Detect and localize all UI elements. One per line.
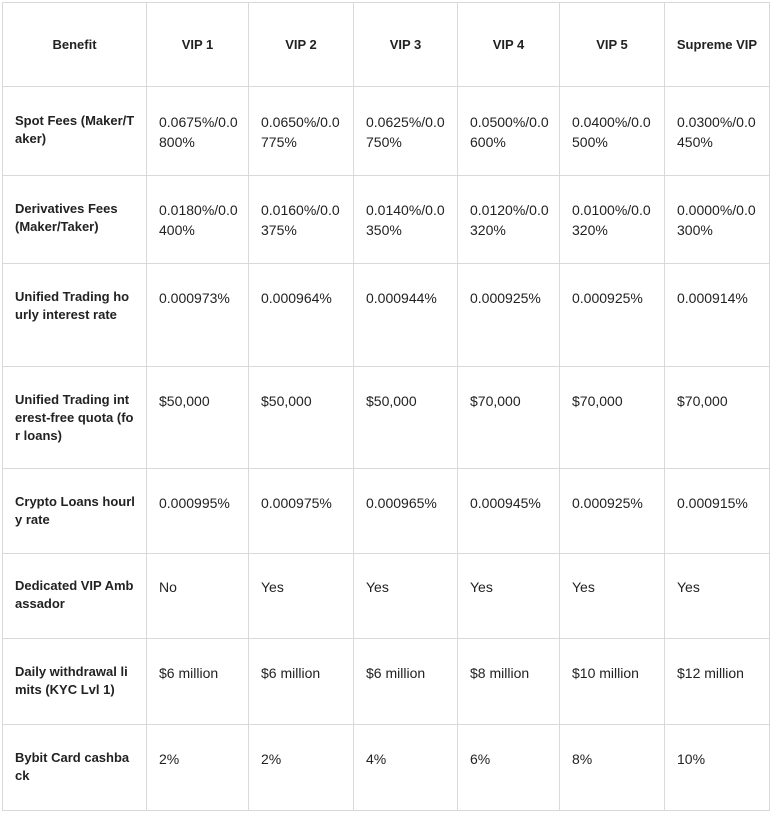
table-cell: $50,000 — [147, 367, 249, 469]
table-cell: $50,000 — [354, 367, 458, 469]
table-cell: 0.000915% — [665, 469, 770, 554]
table-cell: 0.000975% — [249, 469, 354, 554]
table-cell: 8% — [560, 725, 665, 811]
table-cell: 6% — [458, 725, 560, 811]
table-cell: $70,000 — [560, 367, 665, 469]
table-cell: 0.0120%/0.0320% — [458, 176, 560, 264]
table-cell: No — [147, 554, 249, 639]
table-cell: 0.000965% — [354, 469, 458, 554]
table-header-row — [3, 3, 770, 87]
row-label: Derivatives Fees (Maker/Taker) — [3, 176, 147, 264]
table-cell: $6 million — [354, 639, 458, 725]
table-row-unified-trading-interest — [3, 264, 770, 367]
table-cell: 0.0650%/0.0775% — [249, 87, 354, 176]
table-cell: 0.0100%/0.0320% — [560, 176, 665, 264]
table-cell: 0.0400%/0.0500% — [560, 87, 665, 176]
table-row-card-cashback — [3, 725, 770, 811]
table-row-vip-ambassador — [3, 554, 770, 639]
table-cell: Yes — [458, 554, 560, 639]
table-cell: 0.000995% — [147, 469, 249, 554]
table-cell: 0.0300%/0.0450% — [665, 87, 770, 176]
table-cell: 0.0000%/0.0300% — [665, 176, 770, 264]
table-cell: 0.000964% — [249, 264, 354, 367]
table-cell: $10 million — [560, 639, 665, 725]
table-cell: 0.0140%/0.0350% — [354, 176, 458, 264]
table-cell: 2% — [147, 725, 249, 811]
header-vip-3: VIP 3 — [354, 3, 458, 87]
table-row-interest-free-quota — [3, 367, 770, 469]
table-cell: Yes — [354, 554, 458, 639]
header-vip-4: VIP 4 — [458, 3, 560, 87]
table-cell: $8 million — [458, 639, 560, 725]
row-label: Spot Fees (Maker/Taker) — [3, 87, 147, 176]
table-cell: 0.000914% — [665, 264, 770, 367]
table-cell: $50,000 — [249, 367, 354, 469]
table-cell: Yes — [249, 554, 354, 639]
table-cell: 4% — [354, 725, 458, 811]
row-label: Unified Trading hourly interest rate — [3, 264, 147, 367]
row-label: Bybit Card cashback — [3, 725, 147, 811]
table-cell: $6 million — [249, 639, 354, 725]
table-cell: 0.000944% — [354, 264, 458, 367]
header-vip-5: VIP 5 — [560, 3, 665, 87]
table-cell: $70,000 — [665, 367, 770, 469]
table-cell: 2% — [249, 725, 354, 811]
row-label: Crypto Loans hourly rate — [3, 469, 147, 554]
table-cell: $6 million — [147, 639, 249, 725]
table-cell: 0.000925% — [560, 264, 665, 367]
table-cell: 0.0180%/0.0400% — [147, 176, 249, 264]
vip-benefits-table — [2, 2, 770, 811]
table-row-crypto-loans-rate — [3, 469, 770, 554]
header-benefit: Benefit — [3, 3, 147, 87]
header-supreme-vip: Supreme VIP — [665, 3, 770, 87]
table-cell: 0.000925% — [458, 264, 560, 367]
table-cell: $70,000 — [458, 367, 560, 469]
table-cell: 0.000925% — [560, 469, 665, 554]
table-row-withdrawal-limits — [3, 639, 770, 725]
table-cell: 10% — [665, 725, 770, 811]
table-cell: 0.0160%/0.0375% — [249, 176, 354, 264]
row-label: Daily withdrawal limits (KYC Lvl 1) — [3, 639, 147, 725]
header-vip-1: VIP 1 — [147, 3, 249, 87]
table-cell: 0.0675%/0.0800% — [147, 87, 249, 176]
header-vip-2: VIP 2 — [249, 3, 354, 87]
table-cell: 0.0500%/0.0600% — [458, 87, 560, 176]
table-cell: $12 million — [665, 639, 770, 725]
row-label: Dedicated VIP Ambassador — [3, 554, 147, 639]
row-label: Unified Trading interest-free quota (for loans) — [3, 367, 147, 469]
table-row-derivatives-fees — [3, 176, 770, 264]
table-cell: 0.000973% — [147, 264, 249, 367]
table-row-spot-fees — [3, 87, 770, 176]
table-cell: 0.0625%/0.0750% — [354, 87, 458, 176]
table-cell: Yes — [560, 554, 665, 639]
table-cell: 0.000945% — [458, 469, 560, 554]
table-cell: Yes — [665, 554, 770, 639]
